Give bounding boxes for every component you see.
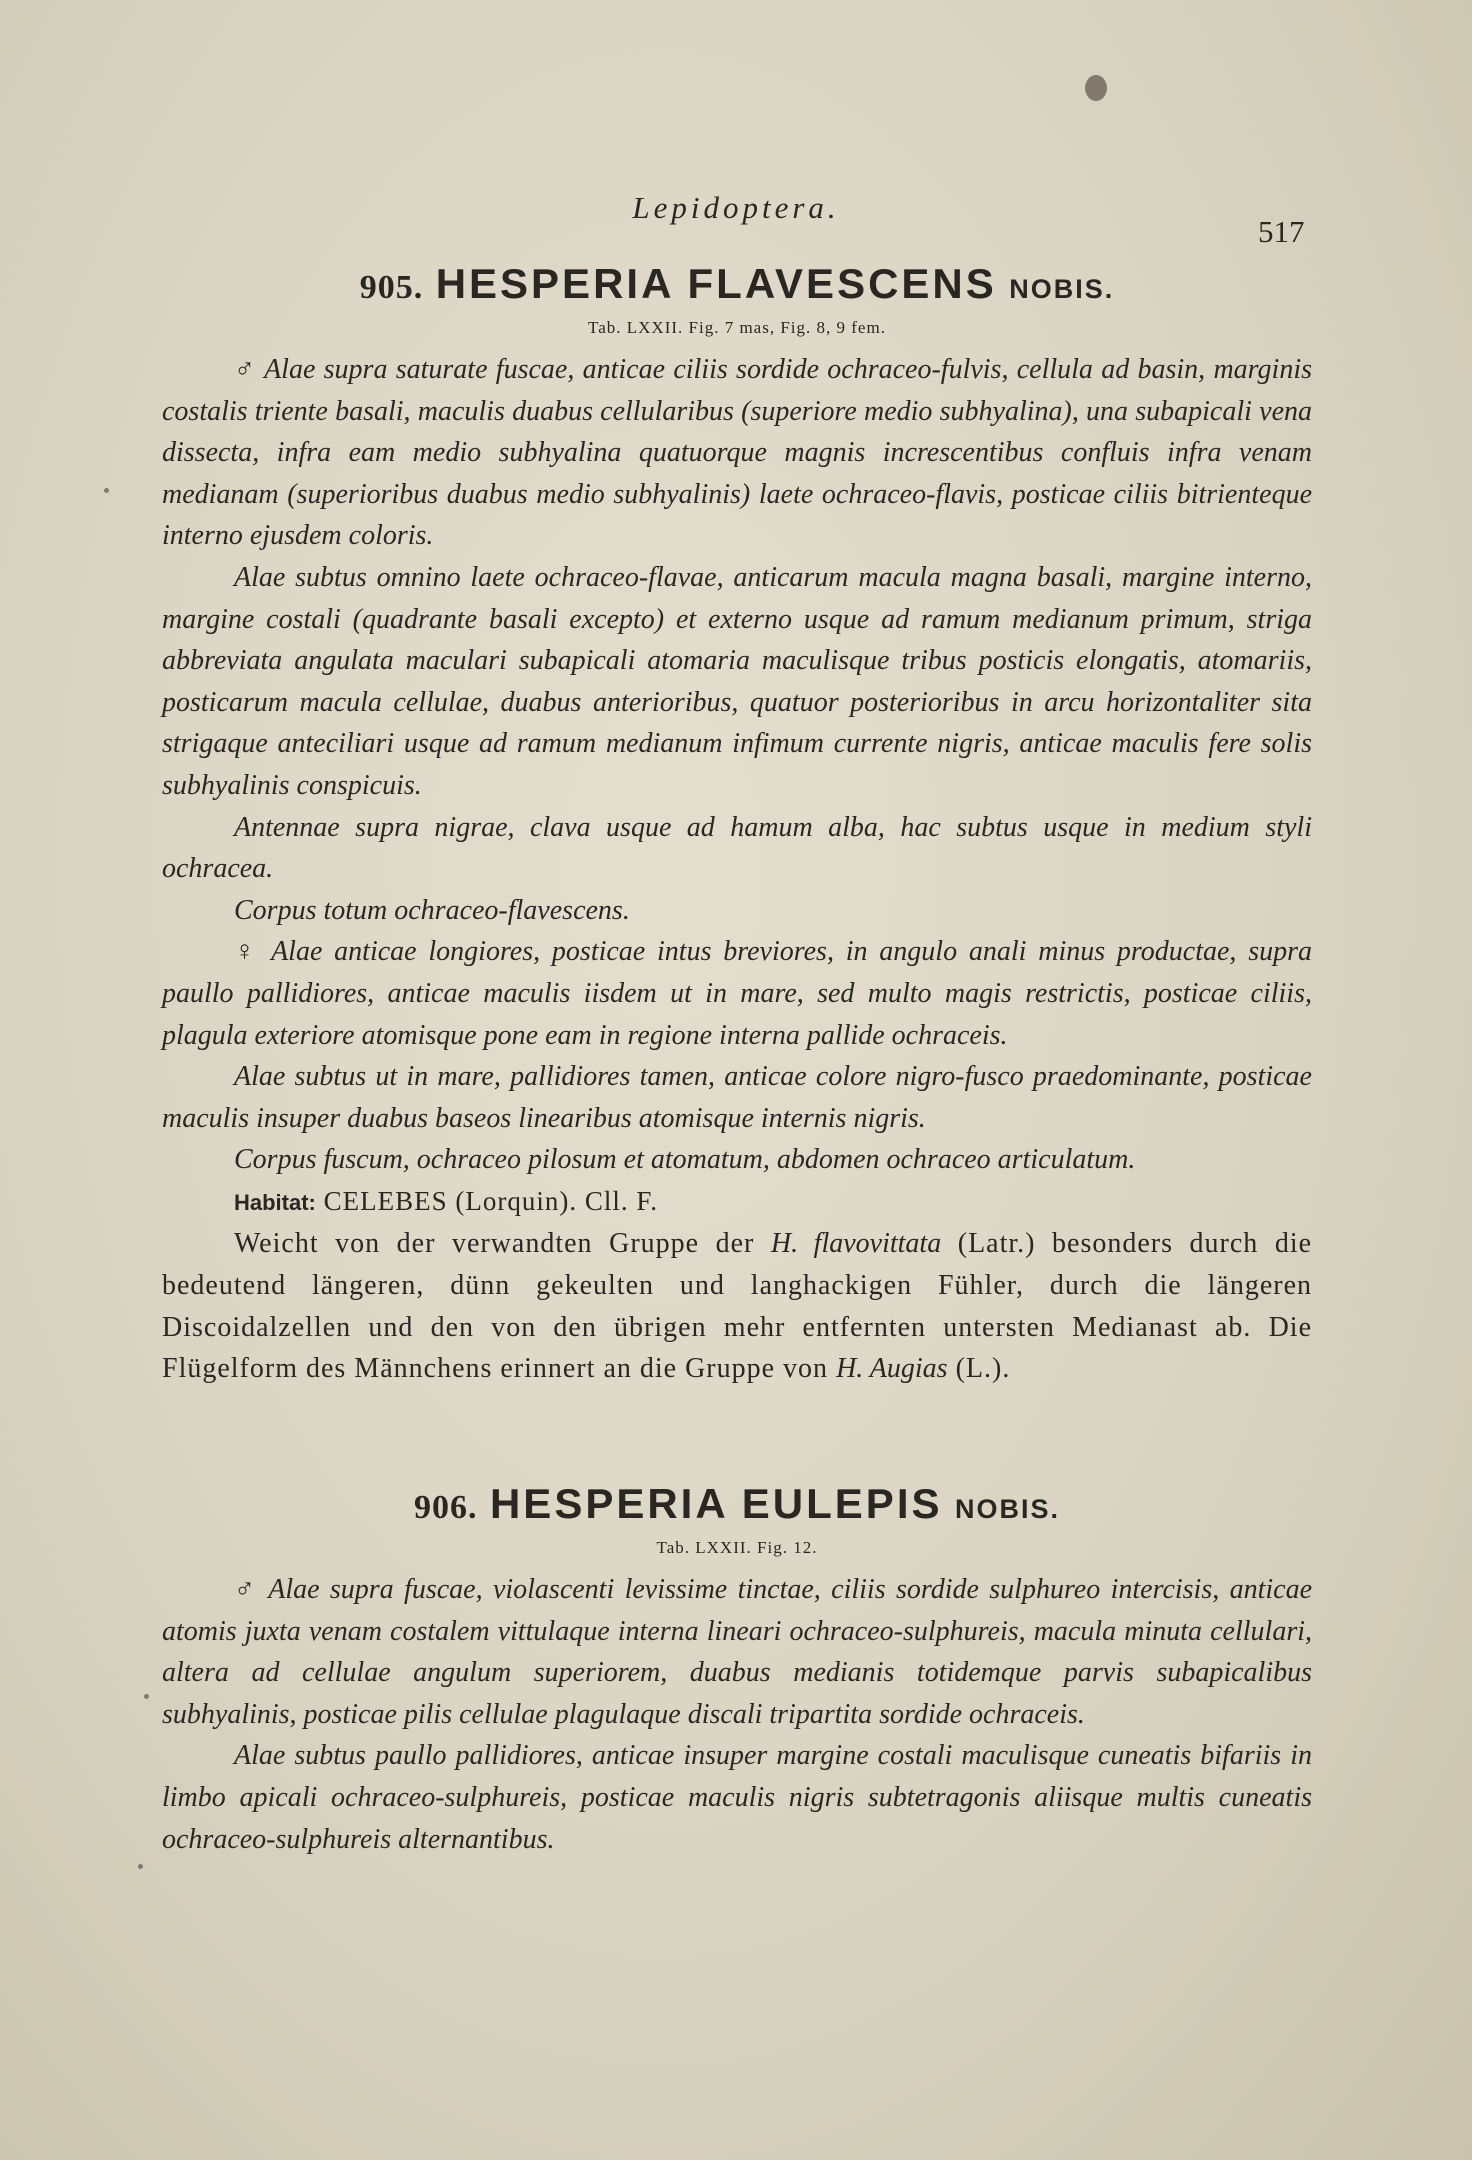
remark-text: (Latr.) besonders durch die bedeutend längeren, dünn gekeulten und langhackigen Fühler, durch die längeren Discoidalzellen und den von den übrigen mehr entfernten untersten Medianast ab. Die Flügelform des Männchens erinnert an die Gruppe von: [162, 1228, 1313, 1385]
species-author: NOBIS.: [955, 1494, 1061, 1524]
remark-taxon: H. flavovittata: [770, 1228, 942, 1260]
habitat-label: Habitat:: [234, 1189, 316, 1215]
ink-speck: [144, 1694, 149, 1699]
description-paragraph: ♀ Alae anticae longiores, posticae intus breviores, in angulo anali minus productae, supra paullo pallidiores, anticae maculis iisdem ut in mare, sed multo magis restrictis, posticae ciliis, plagula exteriore atomisque pone eam in regione interna pallide ochraceis.: [162, 936, 1312, 1051]
remark-text: Weicht von der verwandten Gruppe der: [234, 1228, 755, 1260]
plate-reference: Tab. LXXII. Fig. 7 mas, Fig. 8, 9 fem.: [588, 318, 886, 337]
page-number: 517: [1258, 214, 1305, 249]
description-paragraph: Corpus fuscum, ochraceo pilosum et atomatum, abdomen ochraceo articulatum.: [234, 1144, 1136, 1176]
ink-spot: [1085, 75, 1107, 101]
habitat-line: [162, 1181, 1312, 1224]
remark-text: (L.).: [955, 1353, 1011, 1385]
habitat-text: CELEBES (Lorquin). Cll. F.: [323, 1185, 658, 1216]
species-906-section: [162, 1478, 1312, 1860]
species-906-description: [162, 1569, 1312, 1860]
species-905-description: [162, 349, 1312, 1181]
species-name: HESPERIA EULEPIS: [489, 1480, 943, 1527]
ink-speck: [104, 488, 109, 493]
description-paragraph: Corpus totum ochraceo-flavescens.: [234, 894, 630, 926]
species-name: HESPERIA FLAVESCENS: [435, 260, 997, 307]
description-paragraph: ♂ Alae supra fuscae, violascenti levissime tinctae, ciliis sordide sulphureo intercisis, anticae atomis juxta venam costalem vittulaque interna lineari ochraceo-sulphureis, macula minuta cellulari, altera ad cellulae angulum superiorem, duabus medianis totidemque parvis subapicalibus subhyalinis, posticae pilis cellulae plagulaque discali tripartita sordide ochraceis.: [162, 1574, 1312, 1730]
species-906-heading: [162, 1478, 1312, 1535]
description-paragraph: Antennae supra nigrae, clava usque ad hamum alba, hac subtus usque in medium styli ochracea.: [162, 811, 1312, 885]
species-number: 905.: [359, 269, 424, 306]
plate-reference: Tab. LXXII. Fig. 12.: [656, 1538, 818, 1557]
description-paragraph: Alae subtus omnino laete ochraceo-flavae, anticarum macula magna basali, margine interno, margine costali (quadrante basali excepto) et externo usque ad ramum medianum primum, striga abbreviata angulata maculari subapicali atomaria maculisque tribus posticis elongatis, atomariis, posticarum macula cellulae, duabus anterioribus, quatuor posterioribus in arcu horizontaliter sita strigaque anteciliari usque ad ramum medianum infimum currente nigris, anticae maculis fere solis subhyalinis conspicuis.: [162, 561, 1312, 801]
species-author: NOBIS.: [1009, 274, 1115, 304]
running-title: Lepidoptera.: [632, 190, 840, 225]
description-paragraph: ♂ Alae supra saturate fuscae, anticae ciliis sordide ochraceo-fulvis, cellula ad basin, marginis costalis triente basali, maculis duabus cellularibus (superiore medio subhyalina), una subapicali vena dissecta, infra eam medio subhyalina quatuorque magnis increscentibus confluis infra venam medianam (superioribus duabus medio subhyalinis) laete ochraceo-flavis, posticae ciliis bitrienteque interno ejusdem coloris.: [162, 354, 1312, 552]
description-paragraph: Alae subtus ut in mare, pallidiores tamen, anticae colore nigro-fusco praedominante, posticae maculis insuper duabus baseos linearibus atomisque internis nigris.: [162, 1061, 1312, 1134]
species-905-heading: [162, 258, 1312, 315]
remark-taxon: H. Augias: [836, 1353, 948, 1385]
ink-speck: [138, 1864, 143, 1869]
german-remark: [162, 1223, 1312, 1389]
species-number: 906.: [413, 1489, 478, 1526]
species-905-section: [162, 258, 1312, 1390]
description-paragraph: Alae subtus paullo pallidiores, anticae insuper margine costali maculisque cuneatis bifariis in limbo apicali ochraceo-sulphureis, posticae maculis nigris subtetragonis aliisque multis cuneatis ochraceo-sulphureis alternantibus.: [162, 1740, 1312, 1855]
